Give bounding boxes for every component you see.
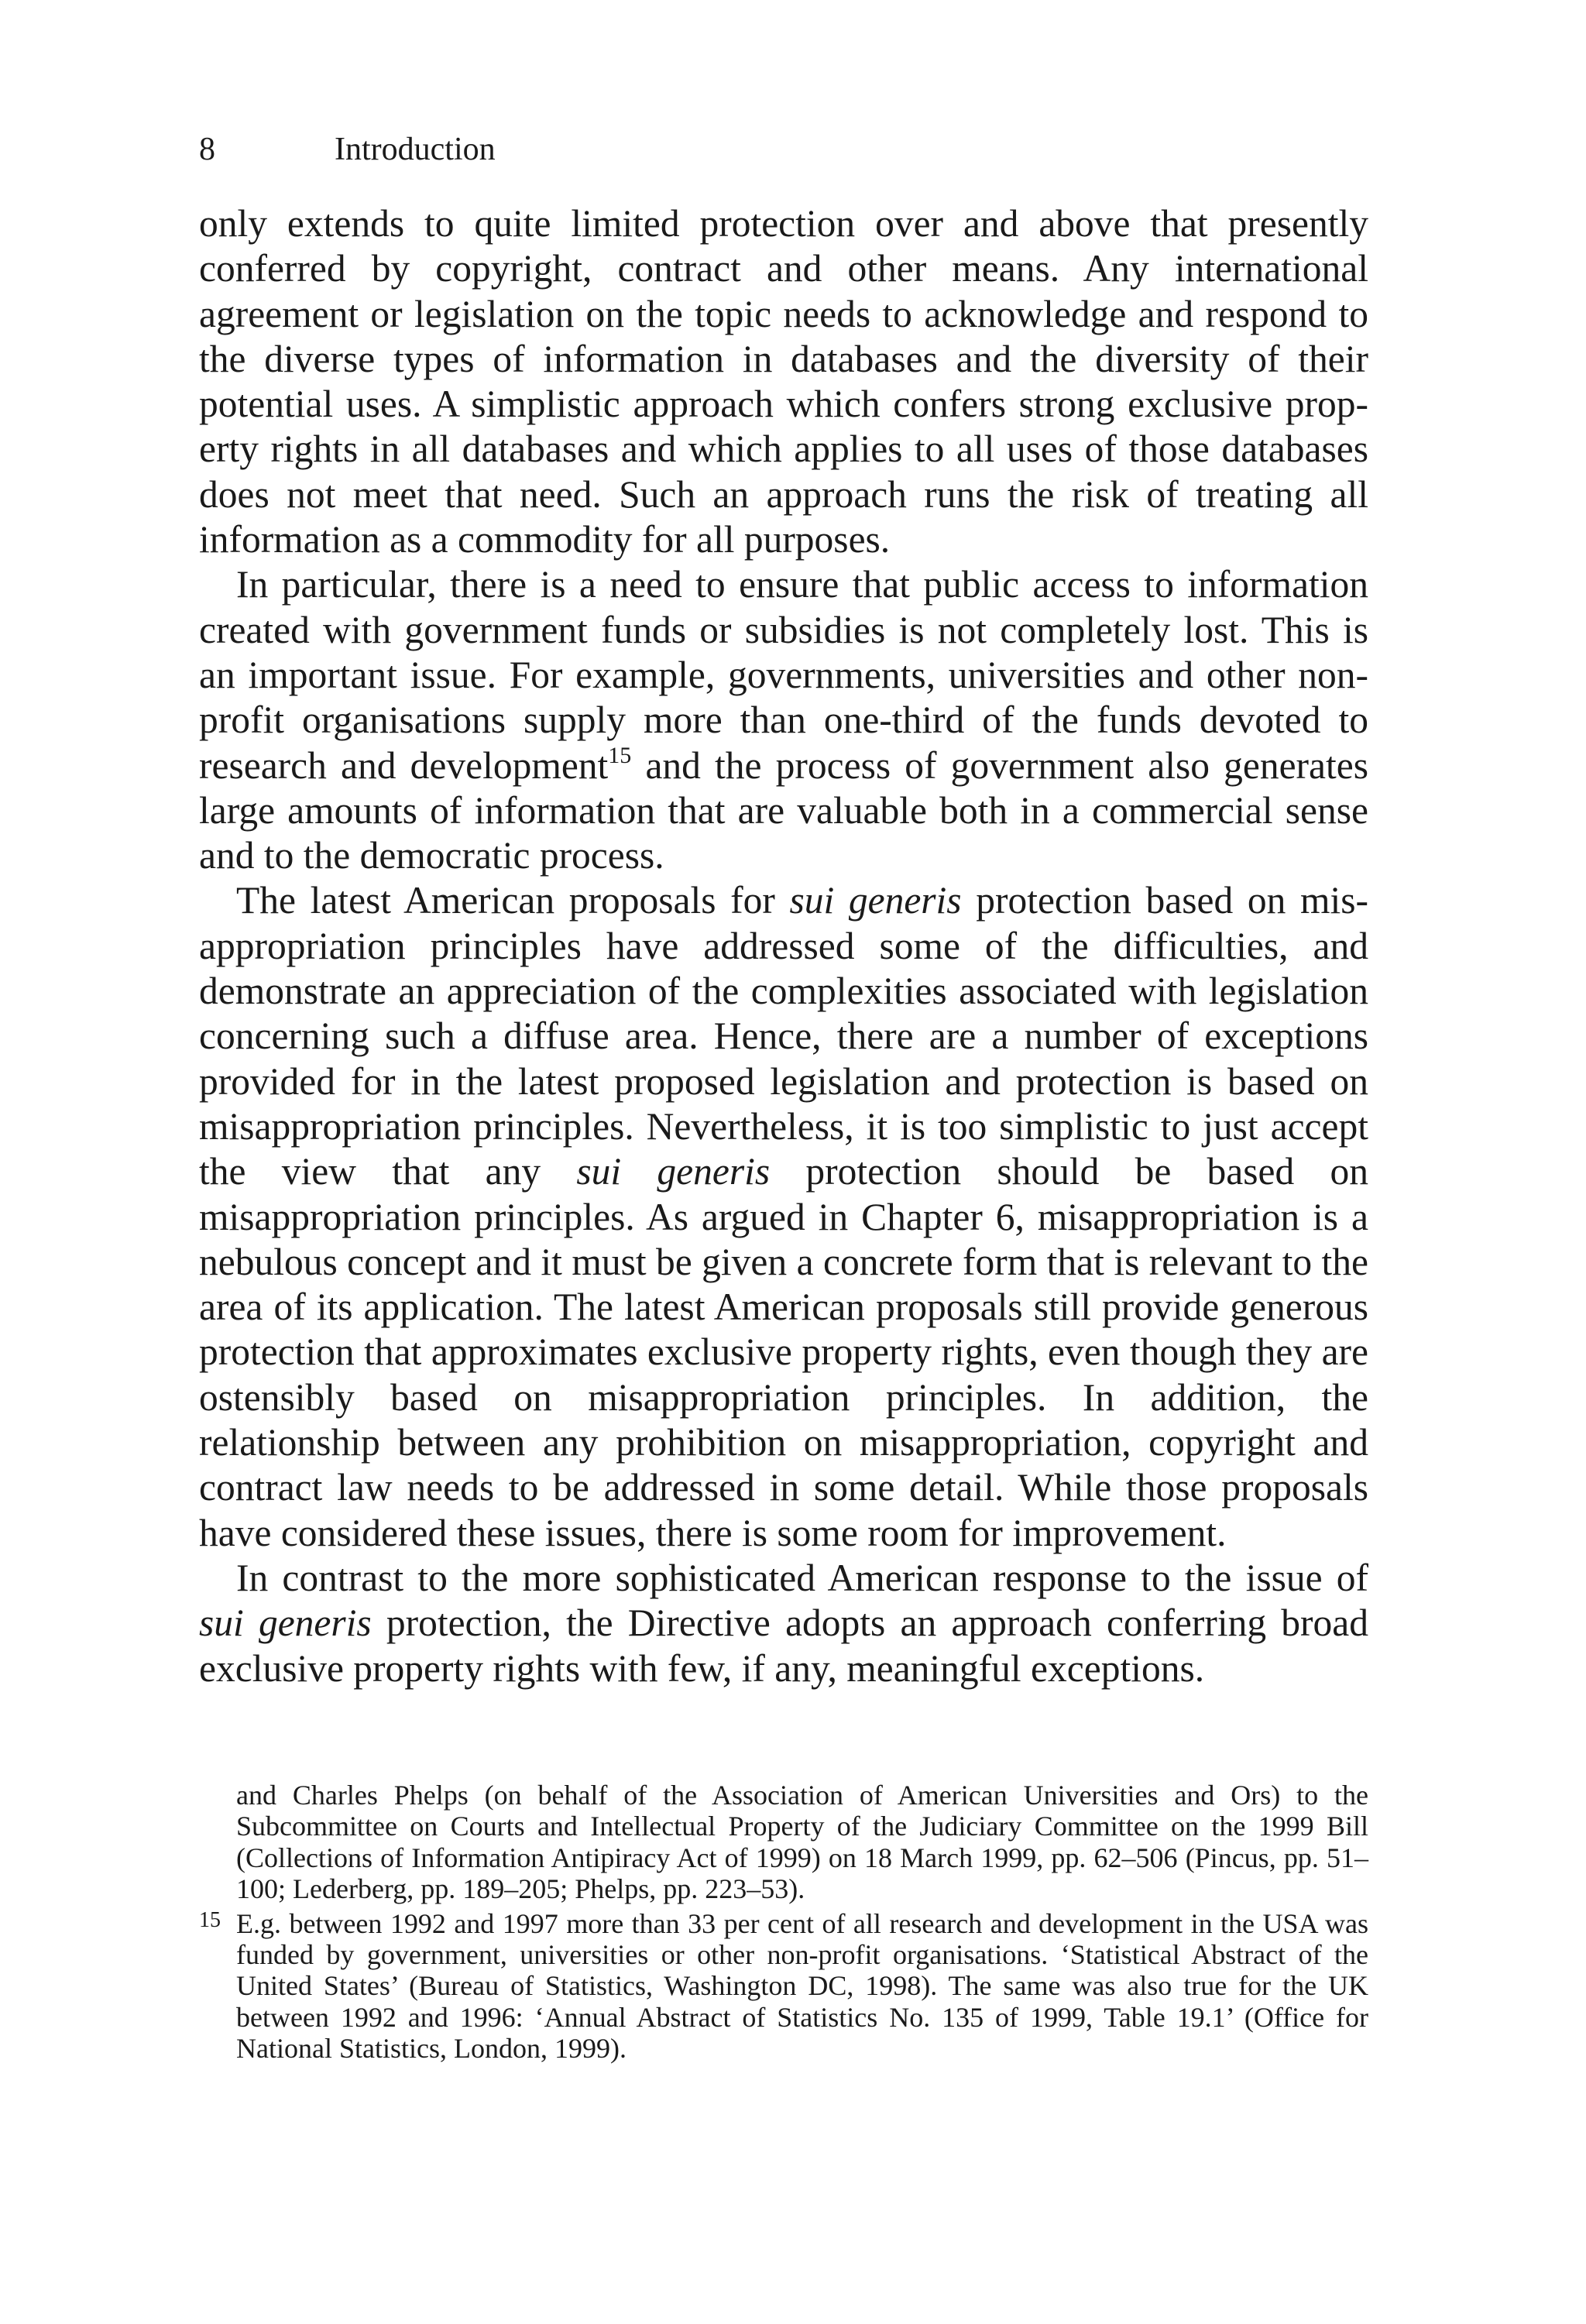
running-head bbox=[199, 130, 496, 169]
paragraph-1: only extends to quite limited protection over and above that presently conferred by copyright, contract and other means. Any international agreement or legislation on the topic needs to acknowledge and respond to the diverse types of information in databases and the diversity of their potential uses. A simplistic approach which confers strong exclusive property rights in all databases and which applies to all uses of those databases does not meet that need. Such an approach runs the risk of treating all information as a commodity for all purposes. bbox=[199, 202, 1368, 561]
paragraph-2-text-a: In particular, there is a need to ensure that public access to information created with government funds or subsidies is not completely lost. This is an important issue. For example, governments, universities and other non-profit organisations supply more than one-third of the funds devoted to research and development bbox=[199, 563, 1368, 787]
italic-term: sui generis bbox=[576, 1150, 771, 1193]
footnote-15-text: E.g. between 1992 and 1997 more than 33 per cent of all research and development in the USA was funded by government, universities or other non-profit organisations. ‘Statistical Abstract of the United States’ (Bureau of Statistics, Washington DC, 1998). The same was also true for the UK between 1992 and 1996: ‘Annual Abstract of Statistics No. 135 of 1999, Table 19.1’ (Office for National Statistics, London, 1999). bbox=[236, 1907, 1368, 2065]
chapter-title: Introduction bbox=[335, 132, 496, 167]
paragraph-4-text-a: In contrast to the more sophisticated American response to the issue of bbox=[236, 1556, 1368, 1599]
body-text bbox=[199, 201, 1368, 1691]
italic-term: sui generis bbox=[199, 1601, 372, 1645]
paragraph-2-text-b: and the process of government also generates large amounts of information that are valuable both in a commercial sense and to the democratic process. bbox=[199, 743, 1368, 877]
footnote-15 bbox=[199, 1907, 1368, 2065]
paragraph-4-text-b: protection, the Directive adopts an approach conferring broad exclusive property rights with few, if any, meaningful exceptions. bbox=[199, 1601, 1368, 1690]
paragraph-4 bbox=[199, 1556, 1368, 1691]
paragraph-2 bbox=[199, 562, 1368, 878]
paragraph-3 bbox=[199, 878, 1368, 1555]
footnote-marker-15: 15 bbox=[199, 1907, 221, 1932]
paragraph-3-text-b: protection based on misappropriation principles have addressed some of the difficulties, and demonstrate an appreciation of the complexities associated with legislation concerning such a diffuse area. Hence, there are a number of exceptions provided for in the latest proposed legislation and protection is based on misappropriation principles. Nevertheless, it is too simplistic to just accept the view that any bbox=[199, 879, 1368, 1193]
footnote-continued: and Charles Phelps (on behalf of the Association of American Universities and Ors) to the Subcommittee on Courts and Intellectual Property of the Judiciary Committee on the 1999 Bill (Collections of Information Antipiracy Act of 1999) on 18 March 1999, pp. 62–506 (Pincus, pp. 51–100; Lederberg, pp. 189–205; Phelps, pp. 223–53). bbox=[236, 1780, 1368, 1905]
footnote-ref-15[interactable]: 15 bbox=[608, 742, 632, 768]
paragraph-3-text-c: protection should be based on misappropriation principles. As argued in Chapter 6, misappropriation is a nebulous concept and it must be given a concrete form that is relevant to the area of its application. The latest American proposals still provide generous protection that approximates exclusive property rights, even though they are ostensibly based on misappropriation principles. In addition, the relationship between any prohibition on misappropriation, copyright and contract law needs to be addressed in some detail. While those proposals have considered these issues, there is some room for improvement. bbox=[199, 1150, 1369, 1554]
italic-term: sui generis bbox=[789, 879, 962, 922]
footnotes bbox=[199, 1780, 1368, 2065]
page-number: 8 bbox=[199, 132, 215, 167]
paragraph-3-text-a: The latest American proposals for bbox=[236, 879, 790, 922]
